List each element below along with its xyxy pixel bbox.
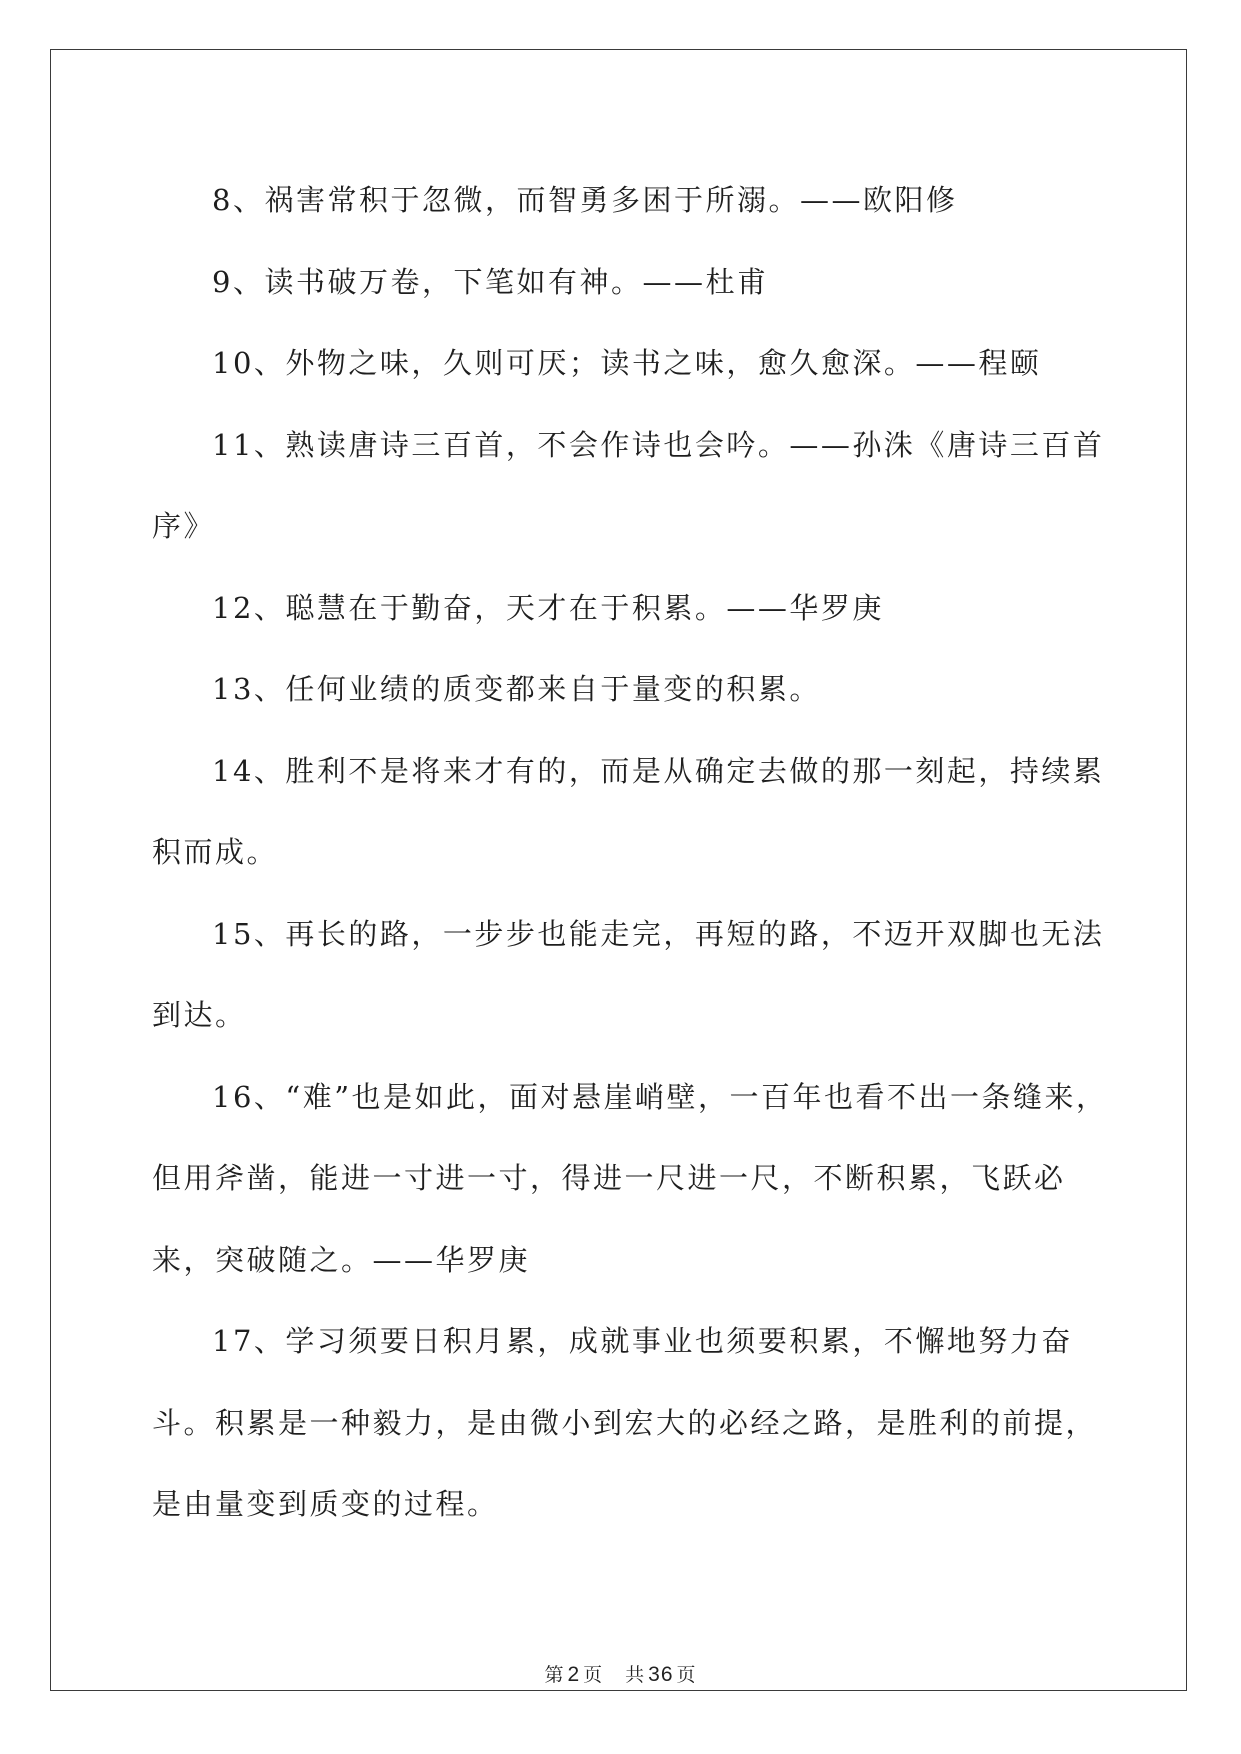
quote-paragraph: 16、“难”也是如此，面对悬崖峭壁，一百年也看不出一条缝来，但用斧凿，能进一寸进一寸，得进一尺进一尺，不断积累，飞跃必来，突破随之。——华罗庚 <box>152 1079 1108 1277</box>
total-suffix: 页 <box>676 1664 697 1686</box>
page-number: 2 <box>567 1663 581 1686</box>
page-prefix: 第 <box>544 1664 565 1686</box>
page-footer <box>0 1660 1241 1687</box>
quote-paragraph: 17、学习须要日积月累，成就事业也须要积累，不懈地努力奋斗。积累是一种毅力，是由微小到宏大的必经之路，是胜利的前提，是由量变到质变的过程。 <box>152 1324 1098 1521</box>
quote-paragraph: 14、胜利不是将来才有的，而是从确定去做的那一刻起，持续累积而成。 <box>152 753 1105 869</box>
quote-paragraph: 11、熟读唐诗三百首，不会作诗也会吟。——孙洙《唐诗三百首序》 <box>152 427 1105 543</box>
quote-paragraph: 12、聪慧在于勤奋，天才在于积累。——华罗庚 <box>212 590 884 625</box>
document-body <box>152 160 1112 1546</box>
quote-paragraph: 8、祸害常积于忽微，而智勇多困于所溺。——欧阳修 <box>212 183 958 217</box>
total-pages: 36 <box>648 1663 674 1686</box>
quote-paragraph: 13、任何业绩的质变都来自于量变的积累。 <box>212 672 821 706</box>
quote-paragraph: 10、外物之味，久则可厌；读书之味，愈久愈深。——程颐 <box>212 346 1042 380</box>
page-suffix: 页 <box>583 1664 604 1686</box>
quote-paragraph: 15、再长的路，一步步也能走完，再短的路，不迈开双脚也无法到达。 <box>152 916 1105 1032</box>
quote-paragraph: 9、读书破万卷，下笔如有神。——杜甫 <box>212 264 769 299</box>
total-prefix: 共 <box>625 1664 646 1686</box>
